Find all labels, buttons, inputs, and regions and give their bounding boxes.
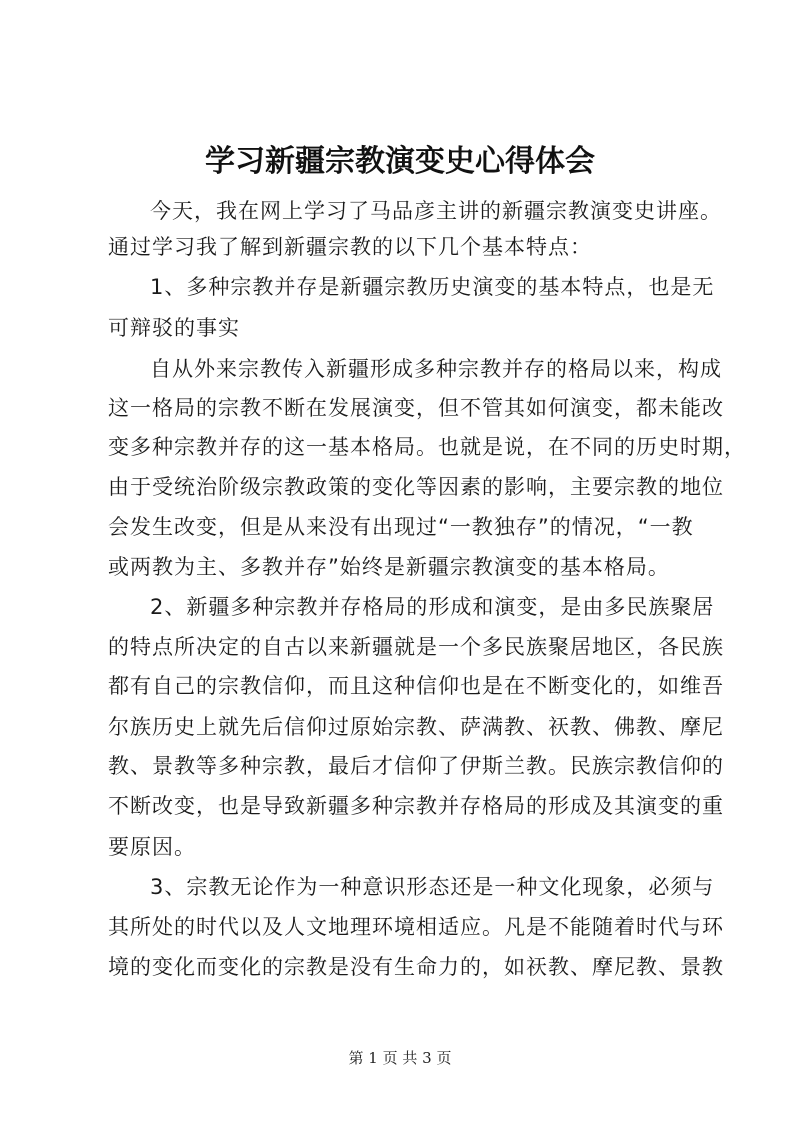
text-line: 今天，我在网上学习了马品彦主讲的新疆宗教演变史讲座。 xyxy=(150,199,722,223)
text-line: 境的变化而变化的宗教是没有生命力的，如祆教、摩尼教、景教 xyxy=(108,955,724,979)
text-line: 1、多种宗教并存是新疆宗教历史演变的基本特点，也是无 xyxy=(150,275,715,299)
text-line: 自从外来宗教传入新疆形成多种宗教并存的格局以来，构成 xyxy=(150,357,722,381)
text-line: 这一格局的宗教不断在发展演变，但不管其如何演变，都未能改 xyxy=(108,396,724,420)
text-line: 都有自己的宗教信仰，而且这种信仰也是在不断变化的，如维吾 xyxy=(108,674,724,698)
document-title: 学习新疆宗教演变史心得体会 xyxy=(205,144,595,179)
text-line: 其所处的时代以及人文地理环境相适应。凡是不能随着时代与环 xyxy=(108,915,724,939)
text-line: 或两教为主、多教并存”始终是新疆宗教演变的基本格局。 xyxy=(108,555,670,579)
text-line: 的特点所决定的自古以来新疆就是一个多民族聚居地区，各民族 xyxy=(108,635,724,659)
text-line: 教、景教等多种宗教，最后才信仰了伊斯兰教。民族宗教信仰的 xyxy=(108,754,724,778)
text-line: 可辩驳的事实 xyxy=(108,316,240,340)
text-line: 变多种宗教并存的这一基本格局。也就是说，在不同的历史时期， xyxy=(108,435,746,459)
text-line: 2、新疆多种宗教并存格局的形成和演变，是由多民族聚居 xyxy=(150,595,715,619)
page-number: 第 1 页 共 3 页 xyxy=(348,1049,452,1067)
text-line: 不断改变，也是导致新疆多种宗教并存格局的形成及其演变的重 xyxy=(108,794,724,818)
text-line: 通过学习我了解到新疆宗教的以下几个基本特点： xyxy=(108,235,592,259)
text-line: 3、宗教无论作为一种意识形态还是一种文化现象，必须与 xyxy=(150,875,715,899)
text-line: 由于受统治阶级宗教政策的变化等因素的影响，主要宗教的地位 xyxy=(108,475,724,499)
text-line: 尔族历史上就先后信仰过原始宗教、萨满教、祆教、佛教、摩尼 xyxy=(108,715,724,739)
text-line: 会发生改变，但是从来没有出现过“一教独存”的情况，“一教 xyxy=(108,515,694,539)
text-line: 要原因。 xyxy=(108,835,196,859)
